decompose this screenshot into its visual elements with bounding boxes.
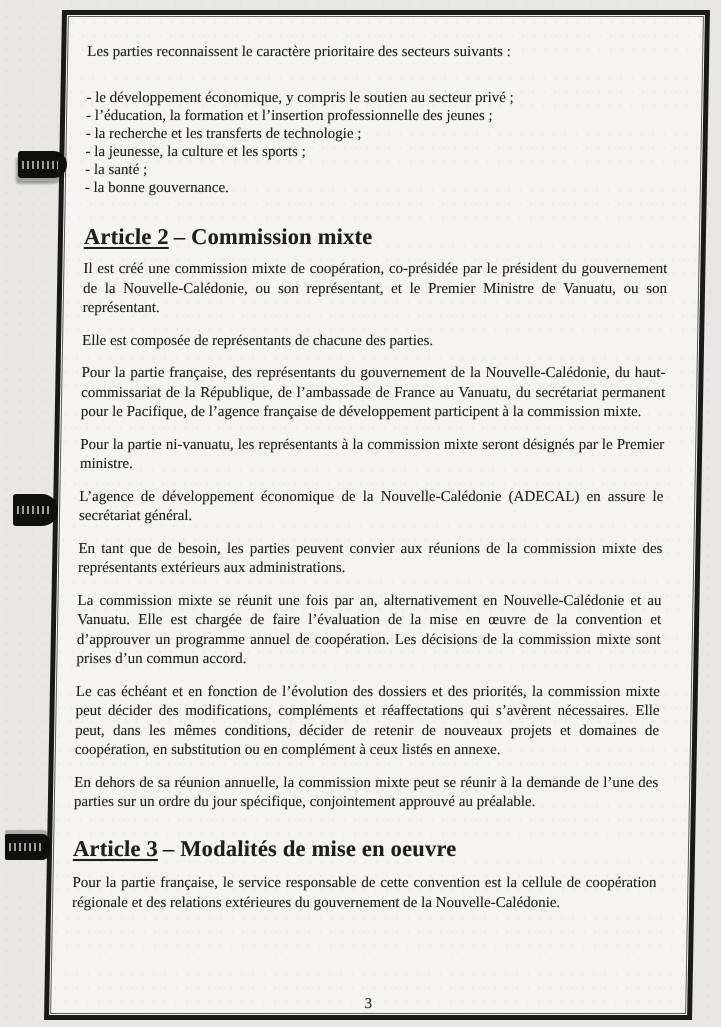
- sector-item: - la jeunesse, la culture et les sports ;: [85, 143, 306, 160]
- intro-paragraph: Les parties reconnaissent le caractère prioritaire des secteurs suivants :: [87, 44, 511, 60]
- binding-clip-middle: [13, 494, 58, 526]
- sector-item: - la recherche et les transferts de technologie ;: [85, 125, 362, 142]
- sector-item: - la santé ;: [85, 161, 148, 178]
- article-2-paragraph: Le cas échéant et en fonction de l’évolution des dossiers et des priorités, la commission mixte peut décider des modifications, compléments et réaffectations qui s’avèrent nécessaires. Elle peut, dans les mêmes conditions, décider de retenir de nouveaux projets et domaines de coopération, en substitution ou en complément à ceux listés en annexe.: [74, 683, 661, 758]
- page-number: 3: [364, 995, 373, 1012]
- article-2-paragraph: L’agence de développement économique de la Nouvelle-Calédonie (ADECAL) en assure le secrétariat général.: [78, 488, 664, 524]
- article-2-paragraph: En tant que de besoin, les parties peuvent convier aux réunions de la commission mixte des représentants extérieurs aux administrations.: [77, 540, 663, 576]
- article-2-paragraph: Elle est composée de représentants de chacune des parties.: [81, 332, 434, 349]
- priority-sectors-list: [85, 89, 671, 197]
- page-frame: [44, 10, 710, 1020]
- article-2-paragraph: Pour la partie ni-vanuatu, les représentants à la commission mixte seront désignés par le Premier ministre.: [79, 436, 665, 472]
- article-2-number: Article 2: [83, 223, 170, 249]
- binding-clip-bottom: [5, 834, 50, 860]
- binding-clip-top: [18, 151, 67, 178]
- article-2-title: – Commission mixte: [173, 223, 373, 249]
- sector-item: - la bonne gouvernance.: [84, 179, 230, 196]
- article-2-paragraph: Pour la partie française, des représentants du gouvernement de la Nouvelle-Calédonie, du haut-commissariat de la République, de l’ambassade de France au Vanuatu, du secrétariat permanent pour le Pacifique, de l’agence française de développement participent à la commission mixte.: [80, 365, 666, 420]
- sector-item: - le développement économique, y compris le soutien au secteur privé ;: [86, 89, 514, 106]
- article-3-title: – Modalités de mise en oeuvre: [162, 835, 457, 861]
- article-3-heading: [72, 835, 657, 861]
- sector-item: - l’éducation, la formation et l’insertion professionnelle des jeunes ;: [85, 107, 493, 124]
- page-content: [49, 15, 705, 1015]
- article-2-paragraph: En dehors de sa réunion annuelle, la commission mixte peut se réunir à la demande de l’une des parties sur un ordre du jour spécifique, conjointement approuvé au préalable.: [73, 774, 659, 810]
- article-2-paragraph: La commission mixte se réunit une fois par an, alternativement en Nouvelle-Calédonie et au Vanuatu. Elle est chargée de faire l’évaluation de la mise en œuvre de la convention et d’approuver un programme annuel de coopération. Les décisions de la commission mixte sont prises d’un commun accord.: [76, 592, 662, 667]
- article-2-heading: [83, 223, 668, 249]
- article-3-paragraph: Pour la partie française, le service responsable de cette convention est la cellule de coopération régionale et des relations extérieures du gouvernement de la Nouvelle-Calédonie.: [71, 875, 657, 911]
- article-3-number: Article 3: [72, 835, 159, 861]
- article-2-paragraph: Il est créé une commission mixte de coopération, co-présidée par le président du gouvernement de la Nouvelle-Calédonie, ou son représentant, et le Premier Ministre de Vanuatu, ou son représentant.: [82, 261, 668, 316]
